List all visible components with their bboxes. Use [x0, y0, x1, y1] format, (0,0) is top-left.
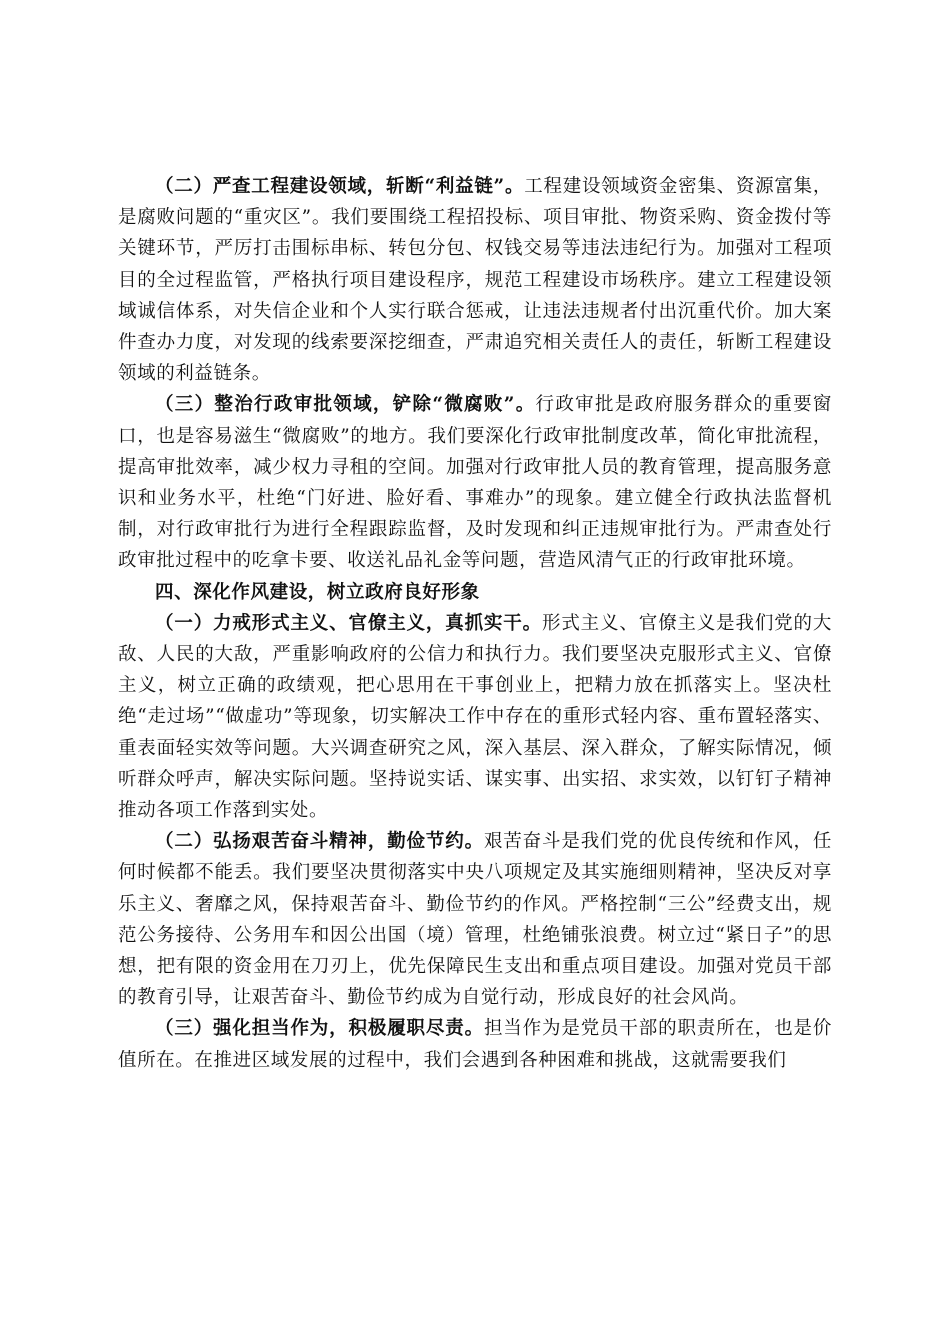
- paragraph-body: 形式主义、官僚主义是我们党的大敌、人民的大敌，严重影响政府的公信力和执行力。我们要坚决克服形式主义、官僚主义，树立正确的政绩观，把心思用在干事创业上，把精力放在抓落实上。坚决杜绝“走过场”“做虚功”等现象，切实解决工作中存在的重形式轻内容、重布置轻落实、重表面轻实效等问题。大兴调查研究之风，深入基层、深入群众，了解实际情况，倾听群众呼声，解决实际问题。坚持说实话、谋实事、出实招、求实效，以钉钉子精神推动各项工作落到实处。: [118, 612, 832, 822]
- paragraph-engineering-construction: [118, 171, 832, 389]
- paragraph-lead: （二）弘扬艰苦奋斗精神，勤俭节约。: [155, 831, 484, 853]
- paragraph-hard-work-thrift: [118, 826, 832, 1013]
- paragraph-formalism-bureaucracy: [118, 608, 832, 826]
- paragraph-body: 工程建设领域资金密集、资源富集，是腐败问题的“重灾区”。我们要围绕工程招投标、项目审批、物资采购、资金拨付等关键环节，严厉打击围标串标、转包分包、权钱交易等违法违纪行为。加强对工程项目的全过程监管，严格执行项目建设程序，规范工程建设市场秩序。建立工程建设领域诚信体系，对失信企业和个人实行联合惩戒，让违法违规者付出沉重代价。加大案件查办力度，对发现的线索要深挖细查，严肃追究相关责任人的责任，斩断工程建设领域的利益链条。: [118, 176, 832, 385]
- document-page: [118, 171, 832, 1076]
- section-heading: 四、深化作风建设，树立政府良好形象: [155, 581, 480, 603]
- paragraph-body: 行政审批是政府服务群众的重要窗口，也是容易滋生“微腐败”的地方。我们要深化行政审批制度改革，简化审批流程，提高审批效率，减少权力寻租的空间。加强对行政审批人员的教育管理，提高服务意识和业务水平，杜绝“门好进、脸好看、事难办”的现象。建立健全行政执法监督机制，对行政审批行为进行全程跟踪监督，及时发现和纠正违规审批行为。严肃查处行政审批过程中的吃拿卡要、收送礼品礼金等问题，营造风清气正的行政审批环境。: [118, 394, 832, 572]
- paragraph-body: 担当作为是党员干部的职责所在，也是价值所在。在推进区域发展的过程中，我们会遇到各种困难和挑战，这就需要我们: [118, 1018, 832, 1071]
- paragraph-lead: （二）严查工程建设领域，斩断“利益链”。: [155, 176, 525, 197]
- paragraph-responsibility: [118, 1013, 832, 1075]
- paragraph-lead: （三）强化担当作为，积极履职尽责。: [155, 1018, 484, 1040]
- paragraph-lead: （三）整治行政审批领域，铲除“微腐败”。: [155, 394, 536, 416]
- paragraph-lead: （一）力戒形式主义、官僚主义，真抓实干。: [155, 612, 542, 634]
- paragraph-administrative-approval: [118, 389, 832, 576]
- paragraph-body: 艰苦奋斗是我们党的优良传统和作风，任何时候都不能丢。我们要坚决贯彻落实中央八项规定及其实施细则精神，坚决反对享乐主义、奢靡之风，保持艰苦奋斗、勤俭节约的作风。严格控制“三公”经费支出，规范公务接待、公务用车和因公出国（境）管理，杜绝铺张浪费。树立过“紧日子”的思想，把有限的资金用在刀刃上，优先保障民生支出和重点项目建设。加强对党员干部的教育引导，让艰苦奋斗、勤俭节约成为自觉行动，形成良好的社会风尚。: [118, 831, 832, 1009]
